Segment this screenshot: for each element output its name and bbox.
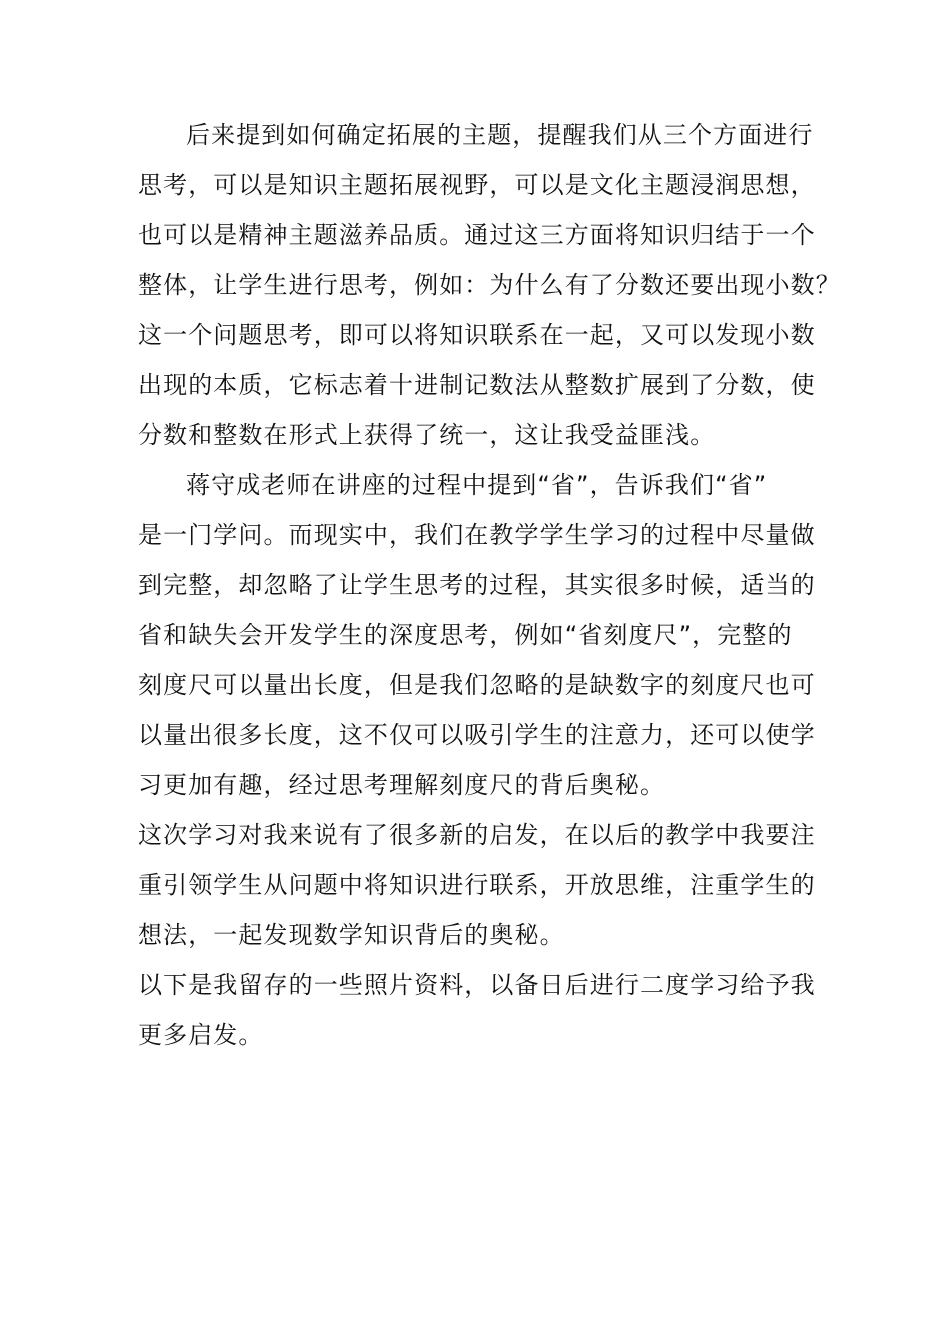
text-line: 这一个问题思考，即可以将知识联系在一起，又可以发现小数: [138, 321, 816, 349]
text-line: 蒋守成老师在讲座的过程中提到“省”，告诉我们“省”: [186, 471, 768, 499]
paragraph-photos-note: [138, 960, 824, 1060]
body-text: [138, 110, 841, 1060]
paragraph-sheng: [138, 460, 824, 810]
text-line: 出现的本质，它标志着十进制记数法从整数扩展到了分数，使: [138, 371, 816, 399]
text-line: 重引领学生从问题中将知识进行联系，开放思维，注重学生的: [138, 871, 816, 899]
text-line: 习更加有趣，经过思考理解刻度尺的背后奥秘。: [138, 771, 666, 799]
text-line: 更多启发。: [138, 1021, 264, 1049]
text-line: 省和缺失会开发学生的深度思考，例如“省刻度尺”，完整的: [138, 621, 793, 649]
text-line: 以量出很多长度，这不仅可以吸引学生的注意力，还可以使学: [138, 721, 816, 749]
text-line: 分数和整数在形式上获得了统一，这让我受益匪浅。: [138, 421, 716, 449]
text-line: 这次学习对我来说有了很多新的启发，在以后的教学中我要注: [138, 821, 816, 849]
text-line: 到完整，却忽略了让学生思考的过程，其实很多时候，适当的: [138, 571, 816, 599]
text-line: 思考，可以是知识主题拓展视野，可以是文化主题浸润思想，: [138, 171, 816, 199]
text-line: 是一门学问。而现实中，我们在教学学生学习的过程中尽量做: [138, 521, 816, 549]
text-line: 想法，一起发现数学知识背后的奥秘。: [138, 921, 565, 949]
text-line: 以下是我留存的一些照片资料，以备日后进行二度学习给予我: [138, 971, 816, 999]
text-line: 刻度尺可以量出长度，但是我们忽略的是缺数字的刻度尺也可: [138, 671, 816, 699]
text-line: 整体，让学生进行思考，例如：为什么有了分数还要出现小数？: [138, 271, 841, 299]
paragraph-reflection: [138, 810, 824, 960]
text-line: 后来提到如何确定拓展的主题，提醒我们从三个方面进行: [186, 121, 814, 149]
paragraph-topic-selection: [138, 110, 841, 460]
text-line: 也可以是精神主题滋养品质。通过这三方面将知识归结于一个: [138, 221, 816, 249]
